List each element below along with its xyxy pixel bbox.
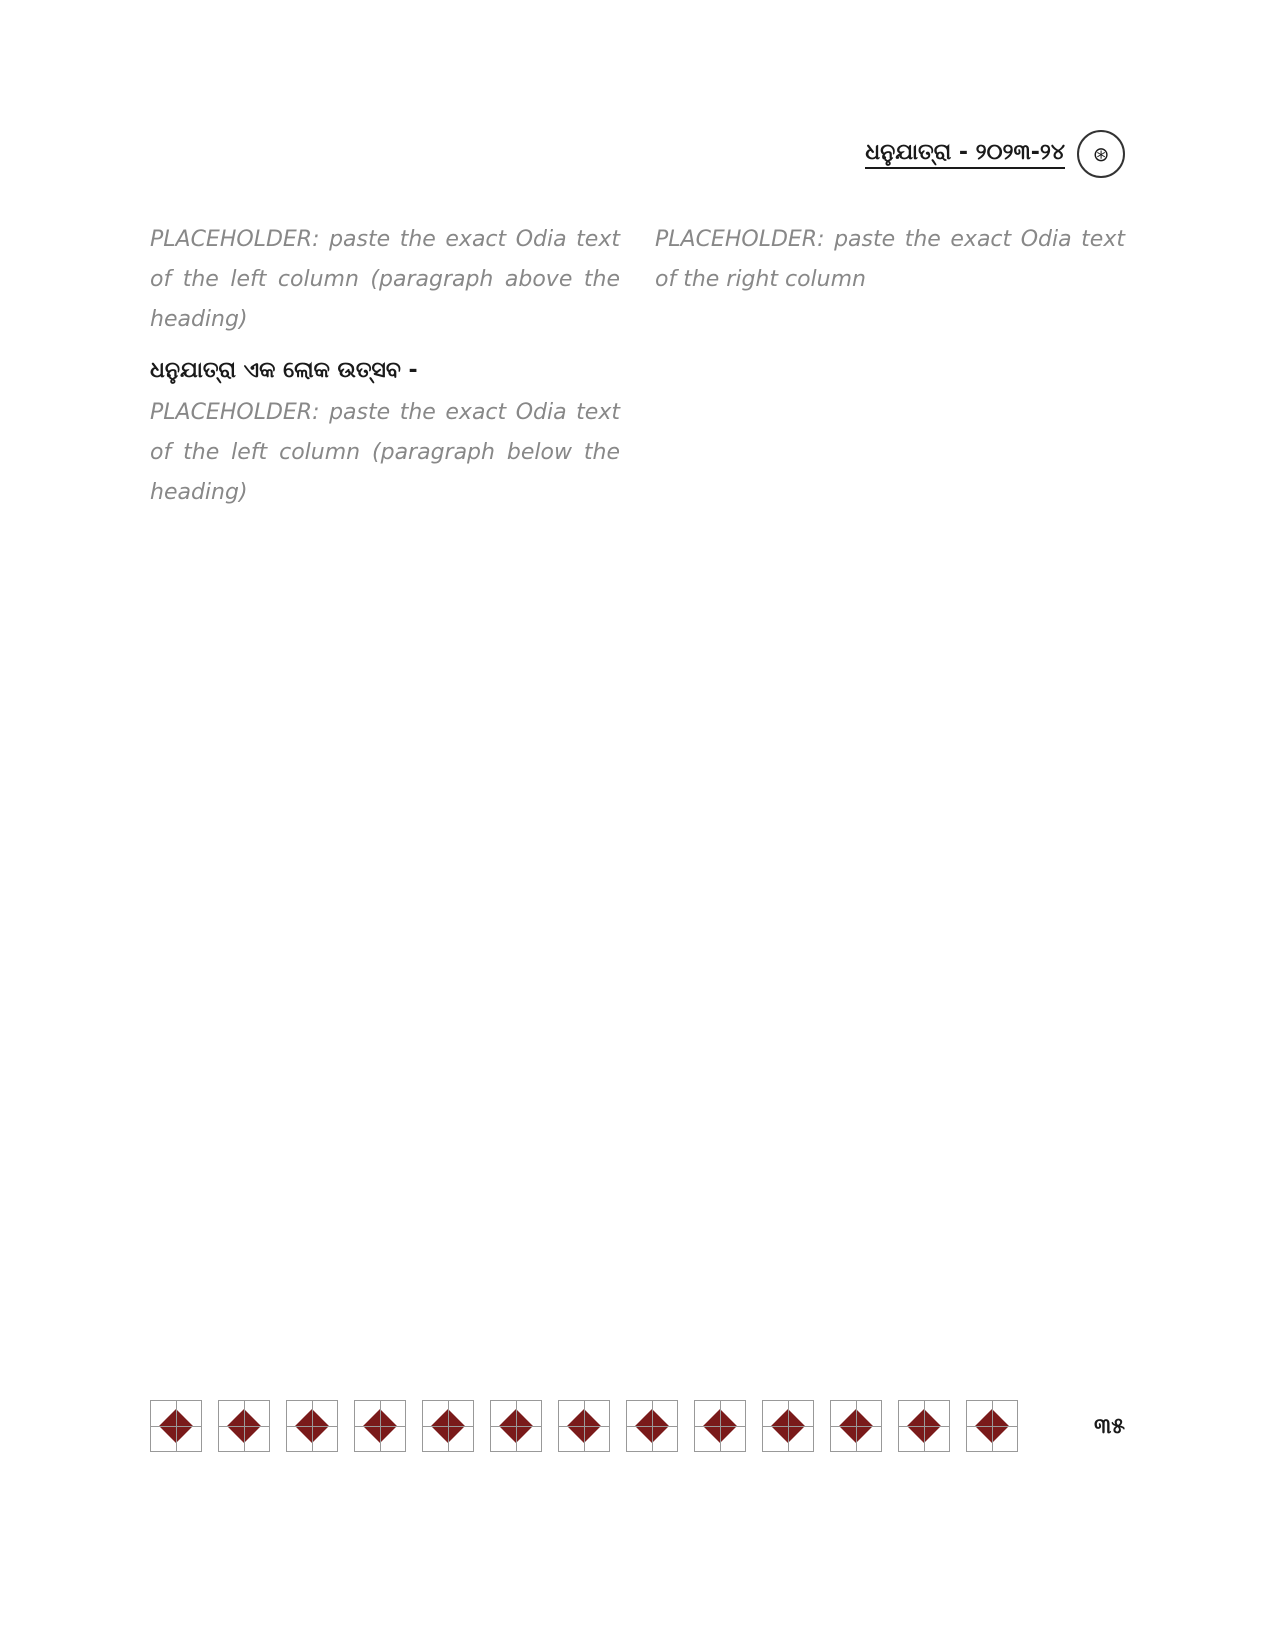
page-header — [865, 130, 1125, 178]
ornament-motif-icon — [898, 1400, 950, 1452]
body-columns — [150, 220, 1125, 513]
left-column — [150, 220, 620, 513]
left-paragraph-1: PLACEHOLDER: paste the exact Odia text of the left column (paragraph above the heading) — [150, 227, 620, 332]
right-paragraph-1: PLACEHOLDER: paste the exact Odia text of the right column — [655, 227, 1125, 292]
running-title: ଧନୁଯାତ୍ରା - ୨୦୨୩-୨୪ — [865, 140, 1065, 169]
ornament-motif-icon — [558, 1400, 610, 1452]
ornament-motif-icon — [218, 1400, 270, 1452]
ornament-motif-icon — [966, 1400, 1018, 1452]
ornament-motif-icon — [286, 1400, 338, 1452]
seal-emblem-icon: ⊛ — [1077, 130, 1125, 178]
ornament-motif-icon — [762, 1400, 814, 1452]
ornament-motif-icon — [150, 1400, 202, 1452]
ornament-motif-icon — [694, 1400, 746, 1452]
right-column — [655, 220, 1125, 513]
ornament-motif-icon — [626, 1400, 678, 1452]
ornament-motif-icon — [422, 1400, 474, 1452]
ornament-motif-icon — [830, 1400, 882, 1452]
ornament-motif-icon — [490, 1400, 542, 1452]
section-heading: ଧନୁଯାତ୍ରା ଏକ ଲୋକ ଉତ୍ସବ - — [150, 358, 418, 383]
page-number: ୩୫ — [1093, 1413, 1125, 1439]
ornament-motif-icon — [354, 1400, 406, 1452]
ornament-row — [150, 1400, 1018, 1452]
page-footer — [150, 1400, 1125, 1452]
left-paragraph-2: PLACEHOLDER: paste the exact Odia text of the left column (paragraph below the heading) — [150, 400, 620, 505]
